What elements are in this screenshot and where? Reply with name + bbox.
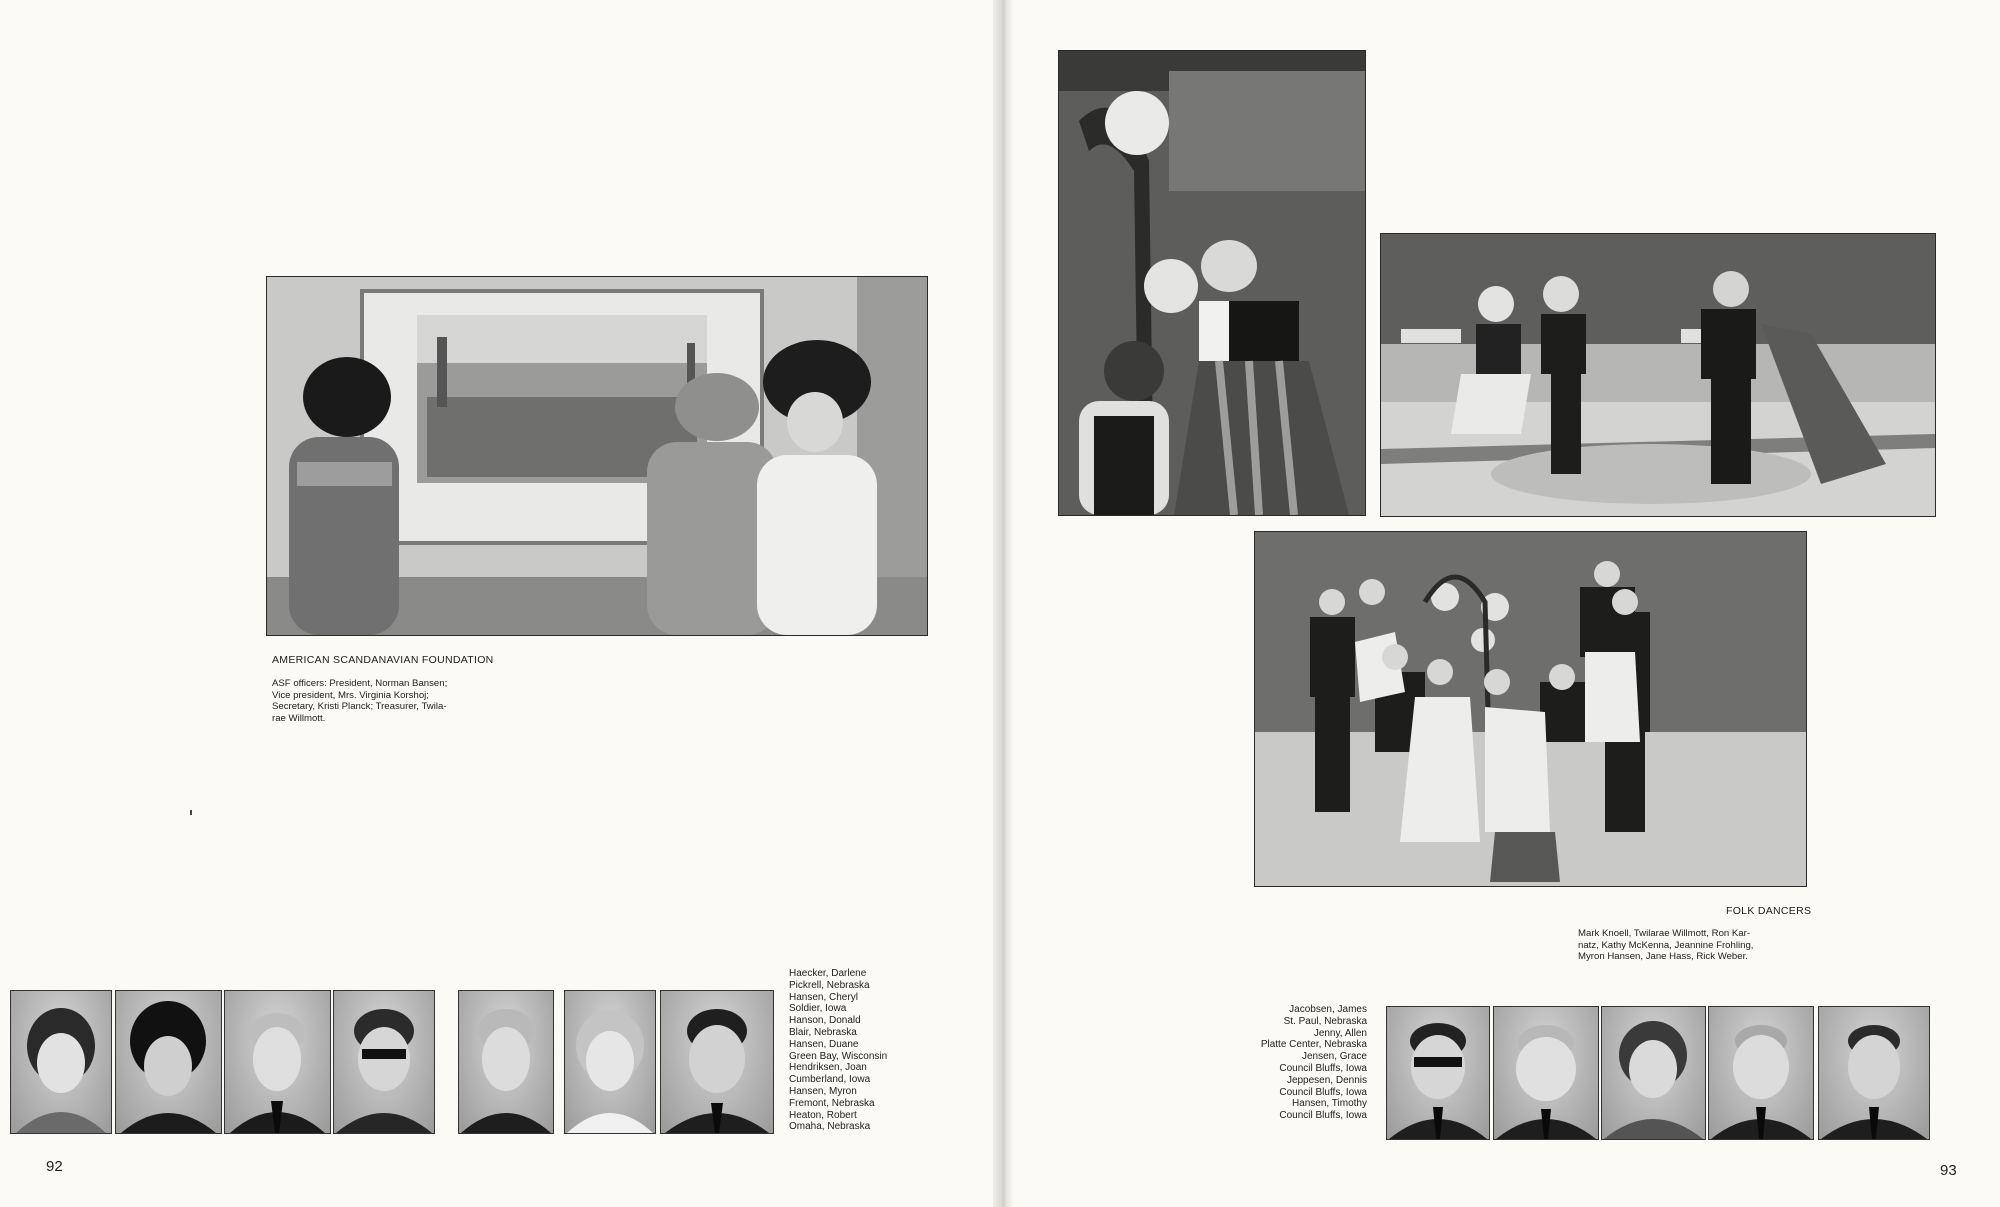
- portrait-name-line: Fremont, Nebraska: [789, 1097, 875, 1109]
- portrait-photo: [1493, 1006, 1599, 1140]
- portrait-photo: [564, 990, 656, 1134]
- folk-caption-line: Mark Knoell, Twilarae Willmott, Ron Kar-: [1578, 928, 1751, 939]
- portrait-name-line: Omaha, Nebraska: [789, 1121, 871, 1133]
- portrait-name-line: Council Bluffs, Iowa: [1279, 1086, 1367, 1098]
- left-portrait-names: [789, 968, 887, 1133]
- folk-caption-line: natz, Kathy McKenna, Jeannine Frohling,: [1578, 939, 1754, 951]
- portrait-photo: [115, 990, 222, 1134]
- asf-caption-line: rae Willmott.: [272, 712, 326, 724]
- print-speck: [190, 810, 192, 815]
- portrait-photo: [1601, 1006, 1706, 1140]
- portrait-name-line: St. Paul, Nebraska: [1283, 1015, 1367, 1027]
- portrait-name-line: Jenny, Allen: [1313, 1027, 1367, 1039]
- portrait-name-line: Hanson, Donald: [789, 1015, 861, 1027]
- portrait-photo: [1818, 1006, 1930, 1140]
- portrait-photo: [10, 990, 112, 1134]
- portrait-name-line: Jensen, Grace: [1301, 1051, 1367, 1063]
- portrait-photo: [224, 990, 331, 1134]
- asf-caption-line: Secretary, Kristi Planck; Treasurer, Twila-: [272, 701, 447, 712]
- folk-caption-title: FOLK DANCERS: [1726, 905, 1812, 917]
- portrait-name-line: Hansen, Timothy: [1291, 1098, 1367, 1110]
- portrait-name-line: Hendriksen, Joan: [789, 1062, 867, 1074]
- portrait-name-line: Jeppesen, Dennis: [1286, 1074, 1367, 1086]
- portrait-name-line: Hansen, Duane: [789, 1038, 859, 1050]
- asf-officers-photo: [266, 276, 928, 636]
- portrait-photo: [1708, 1006, 1814, 1140]
- page-number-left: 92: [46, 1158, 63, 1175]
- portrait-name-line: Blair, Nebraska: [789, 1026, 857, 1038]
- portrait-name-line: Haecker, Darlene: [789, 968, 867, 979]
- portrait-name-line: Cumberland, Iowa: [789, 1074, 871, 1086]
- portrait-name-line: Green Bay, Wisconsin: [789, 1050, 888, 1062]
- asf-caption-body: [272, 678, 490, 724]
- portrait-photo: [660, 990, 774, 1134]
- folk-caption-body: [1578, 928, 1802, 963]
- portrait-name-line: Jacobsen, James: [1289, 1004, 1367, 1015]
- portrait-name-line: Pickrell, Nebraska: [789, 979, 870, 991]
- portrait-name-line: Platte Center, Nebraska: [1260, 1039, 1367, 1051]
- asf-caption-line: ASF officers: President, Norman Bansen;: [272, 678, 448, 689]
- folk-caption-line: Myron Hansen, Jane Hass, Rick Weber.: [1578, 951, 1748, 962]
- portrait-photo: [333, 990, 435, 1134]
- couple-dancing-photo: [1058, 50, 1366, 516]
- asf-caption-line: Vice president, Mrs. Virginia Korshoj;: [272, 689, 429, 701]
- right-portrait-names: [1228, 1004, 1367, 1122]
- portrait-name-line: Council Bluffs, Iowa: [1279, 1110, 1367, 1122]
- portrait-name-line: Hansen, Cheryl: [789, 991, 858, 1003]
- folk-dance-circle-photo: [1380, 233, 1936, 517]
- portrait-photo: [458, 990, 554, 1134]
- folk-dancers-group-photo: [1254, 531, 1807, 887]
- asf-caption-title: AMERICAN SCANDANAVIAN FOUNDATION: [272, 654, 494, 666]
- book-gutter: [993, 0, 1013, 1207]
- portrait-photo: [1386, 1006, 1490, 1140]
- portrait-name-line: Heaton, Robert: [789, 1109, 857, 1121]
- portrait-name-line: Soldier, Iowa: [789, 1003, 847, 1015]
- portrait-name-line: Council Bluffs, Iowa: [1279, 1062, 1367, 1074]
- portrait-name-line: Hansen, Myron: [789, 1085, 857, 1097]
- page-number-right: 93: [1940, 1162, 1957, 1179]
